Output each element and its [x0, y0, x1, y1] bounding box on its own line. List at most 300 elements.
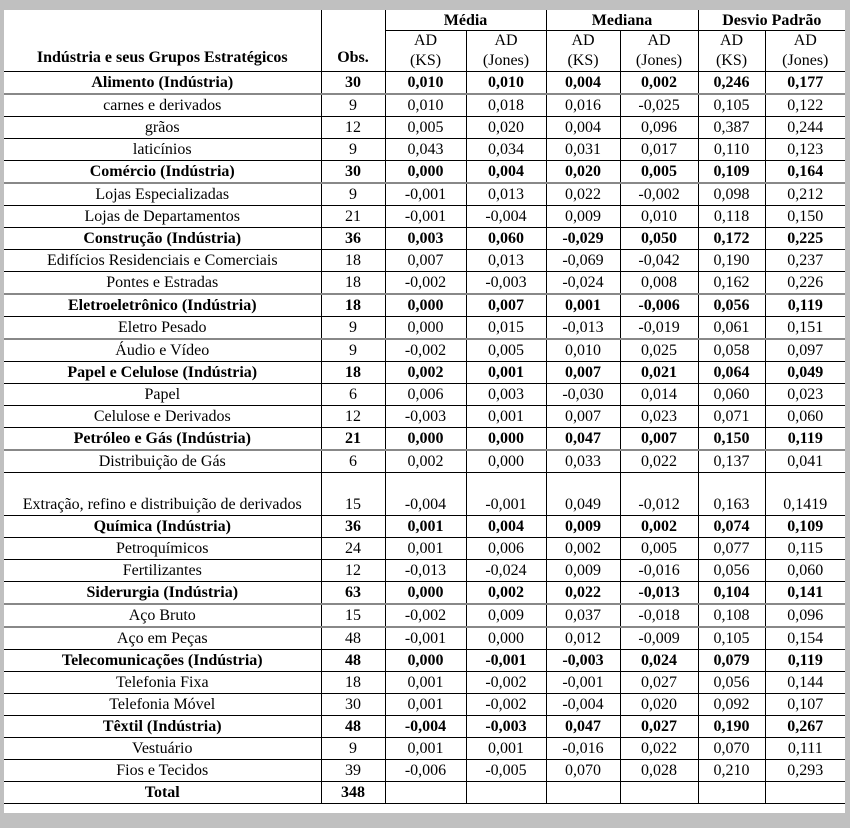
- row-value: 0,244: [765, 117, 845, 139]
- industry-row: [4, 516, 845, 538]
- row-value: 0,004: [546, 117, 620, 139]
- row-value: 0,070: [546, 760, 620, 782]
- row-value: 0,007: [546, 362, 620, 384]
- row-obs: 48: [321, 716, 385, 738]
- row-name: Telecomunicações (Indústria): [4, 650, 321, 672]
- row-value: 0,013: [466, 183, 546, 206]
- row-obs: 9: [321, 183, 385, 206]
- row-value: 0,000: [466, 428, 546, 451]
- row-value: 0,246: [698, 72, 765, 95]
- total-obs: 348: [321, 782, 385, 804]
- row-name: carnes e derivados: [4, 94, 321, 117]
- row-value: 0,096: [620, 117, 698, 139]
- header-subcolumn: [698, 31, 765, 72]
- row-value: -0,019: [620, 317, 698, 340]
- row-value: -0,013: [546, 317, 620, 340]
- row-value: 0,109: [698, 161, 765, 184]
- row-value: 0,225: [765, 228, 845, 250]
- row-value: -0,002: [385, 272, 466, 295]
- row-value: 0,004: [466, 161, 546, 184]
- row-value: -0,024: [546, 272, 620, 295]
- subcolumn-line1: AD: [793, 32, 817, 49]
- row-value: 0,105: [698, 94, 765, 117]
- row-name: Química (Indústria): [4, 516, 321, 538]
- row-value: 0,056: [698, 560, 765, 582]
- row-value: 0,056: [698, 294, 765, 317]
- row-obs: 30: [321, 161, 385, 184]
- row-value: 0,162: [698, 272, 765, 295]
- row-value: 0,005: [466, 339, 546, 362]
- row-obs: 12: [321, 117, 385, 139]
- row-name: Fertilizantes: [4, 560, 321, 582]
- row-value: 0,020: [466, 117, 546, 139]
- row-value: -0,013: [620, 582, 698, 605]
- row-value: 0,111: [765, 738, 845, 760]
- total-empty-cell: [546, 782, 620, 804]
- row-value: 0,023: [620, 406, 698, 428]
- row-name: Extração, refino e distribuição de derivados: [4, 473, 321, 516]
- row-obs: 39: [321, 760, 385, 782]
- row-value: 0,006: [385, 384, 466, 406]
- row-value: 0,049: [546, 473, 620, 516]
- row-value: 0,001: [385, 516, 466, 538]
- header-subcolumn: [385, 31, 466, 72]
- group-row: [4, 450, 845, 473]
- row-obs: 12: [321, 560, 385, 582]
- row-name: Petroquímicos: [4, 538, 321, 560]
- row-value: 0,000: [385, 582, 466, 605]
- row-name: Aço Bruto: [4, 604, 321, 627]
- row-name: Distribuição de Gás: [4, 450, 321, 473]
- total-empty-cell: [765, 782, 845, 804]
- group-row: [4, 250, 845, 272]
- row-value: 0,031: [546, 139, 620, 161]
- row-value: 0,022: [546, 582, 620, 605]
- subcolumn-line1: AD: [413, 32, 438, 49]
- row-value: 0,021: [620, 362, 698, 384]
- row-value: 0,004: [546, 72, 620, 95]
- subcolumn-line2: (KS): [567, 52, 599, 69]
- group-row: [4, 183, 845, 206]
- total-label: Total: [4, 782, 321, 804]
- header-row-label: Indústria e seus Grupos Estratégicos: [4, 10, 321, 72]
- row-value: -0,013: [385, 560, 466, 582]
- row-value: 0,002: [546, 538, 620, 560]
- row-value: 0,020: [546, 161, 620, 184]
- row-value: 0,000: [385, 161, 466, 184]
- row-value: -0,018: [620, 604, 698, 627]
- row-obs: 9: [321, 94, 385, 117]
- row-value: 0,092: [698, 694, 765, 716]
- header-group-media: Média: [385, 10, 546, 31]
- row-name: Áudio e Vídeo: [4, 339, 321, 362]
- group-row: [4, 384, 845, 406]
- row-value: 0,000: [385, 428, 466, 451]
- row-value: 0,119: [765, 294, 845, 317]
- row-value: 0,004: [466, 516, 546, 538]
- row-value: 0,060: [698, 384, 765, 406]
- row-value: 0,022: [546, 183, 620, 206]
- row-value: 0,001: [385, 738, 466, 760]
- group-row: [4, 206, 845, 228]
- row-value: 0,008: [620, 272, 698, 295]
- row-value: 0,104: [698, 582, 765, 605]
- row-value: 0,049: [765, 362, 845, 384]
- row-value: 0,037: [546, 604, 620, 627]
- row-name: Eletroeletrônico (Indústria): [4, 294, 321, 317]
- row-value: -0,004: [385, 473, 466, 516]
- row-value: -0,016: [620, 560, 698, 582]
- row-value: 0,212: [765, 183, 845, 206]
- row-obs: 36: [321, 516, 385, 538]
- row-value: -0,030: [546, 384, 620, 406]
- row-obs: 21: [321, 206, 385, 228]
- row-value: 0,164: [765, 161, 845, 184]
- row-value: 0,000: [466, 627, 546, 650]
- group-row: [4, 339, 845, 362]
- row-value: 0,154: [765, 627, 845, 650]
- row-value: 0,070: [698, 738, 765, 760]
- row-name: Papel: [4, 384, 321, 406]
- industry-row: [4, 650, 845, 672]
- row-value: -0,002: [466, 672, 546, 694]
- group-row: [4, 272, 845, 295]
- table-body: [4, 72, 845, 804]
- row-value: 0,097: [765, 339, 845, 362]
- group-row: [4, 760, 845, 782]
- row-value: 0,150: [698, 428, 765, 451]
- row-value: 0,151: [765, 317, 845, 340]
- row-value: 0,020: [620, 694, 698, 716]
- header-row-groups: [4, 10, 845, 31]
- row-value: 0,005: [385, 117, 466, 139]
- row-value: 0,012: [546, 627, 620, 650]
- row-value: 0,015: [466, 317, 546, 340]
- row-value: 0,009: [546, 516, 620, 538]
- row-value: 0,096: [765, 604, 845, 627]
- total-empty-cell: [620, 782, 698, 804]
- row-obs: 24: [321, 538, 385, 560]
- row-value: 0,001: [466, 406, 546, 428]
- row-value: 0,003: [466, 384, 546, 406]
- row-value: -0,006: [620, 294, 698, 317]
- group-row: [4, 604, 845, 627]
- row-value: 0,022: [620, 450, 698, 473]
- row-value: 0,163: [698, 473, 765, 516]
- row-value: 0,003: [385, 228, 466, 250]
- row-value: 0,237: [765, 250, 845, 272]
- group-row: [4, 738, 845, 760]
- row-value: 0,056: [698, 672, 765, 694]
- subcolumn-line1: AD: [571, 32, 595, 49]
- group-row: [4, 317, 845, 340]
- row-value: 0,060: [765, 406, 845, 428]
- subcolumn-line1: AD: [719, 32, 744, 49]
- row-value: 0,047: [546, 716, 620, 738]
- row-name: Aço em Peças: [4, 627, 321, 650]
- row-value: -0,001: [385, 183, 466, 206]
- row-obs: 48: [321, 650, 385, 672]
- header-group-desvio-padrao: Desvio Padrão: [698, 10, 845, 31]
- header-group-mediana: Mediana: [546, 10, 698, 31]
- row-name: Vestuário: [4, 738, 321, 760]
- row-name: Edifícios Residenciais e Comerciais: [4, 250, 321, 272]
- row-value: 0,000: [466, 450, 546, 473]
- row-value: 0,025: [620, 339, 698, 362]
- row-value: 0,010: [466, 72, 546, 95]
- header-obs: Obs.: [321, 10, 385, 72]
- row-value: 0,002: [620, 72, 698, 95]
- industry-statistics-table: [4, 10, 845, 804]
- row-value: 0,122: [765, 94, 845, 117]
- row-name: Alimento (Indústria): [4, 72, 321, 95]
- row-value: 0,107: [765, 694, 845, 716]
- row-value: -0,002: [466, 694, 546, 716]
- row-value: -0,003: [385, 406, 466, 428]
- row-value: 0,110: [698, 139, 765, 161]
- row-value: 0,009: [546, 206, 620, 228]
- row-value: 0,109: [765, 516, 845, 538]
- total-row: [4, 782, 845, 804]
- row-name: Siderurgia (Indústria): [4, 582, 321, 605]
- subcolumn-line2: (KS): [715, 52, 748, 69]
- row-value: 0,150: [765, 206, 845, 228]
- row-value: 0,005: [620, 161, 698, 184]
- row-obs: 9: [321, 317, 385, 340]
- row-obs: 9: [321, 738, 385, 760]
- row-value: -0,004: [385, 716, 466, 738]
- row-value: 0,001: [385, 672, 466, 694]
- row-value: 0,144: [765, 672, 845, 694]
- row-value: -0,024: [466, 560, 546, 582]
- row-value: 0,007: [385, 250, 466, 272]
- row-value: 0,074: [698, 516, 765, 538]
- row-value: 0,002: [385, 362, 466, 384]
- row-value: 0,108: [698, 604, 765, 627]
- row-name: Construção (Indústria): [4, 228, 321, 250]
- row-value: 0,041: [765, 450, 845, 473]
- row-value: -0,029: [546, 228, 620, 250]
- row-obs: 12: [321, 406, 385, 428]
- row-obs: 48: [321, 627, 385, 650]
- industry-row: [4, 362, 845, 384]
- group-row: [4, 672, 845, 694]
- row-value: 0,226: [765, 272, 845, 295]
- row-obs: 9: [321, 139, 385, 161]
- subcolumn-line1: AD: [494, 32, 518, 49]
- row-value: 0,027: [620, 672, 698, 694]
- row-value: 0,000: [385, 294, 466, 317]
- row-obs: 18: [321, 250, 385, 272]
- subcolumn-line2: (Jones): [482, 52, 530, 69]
- row-value: 0,010: [546, 339, 620, 362]
- total-empty-cell: [385, 782, 466, 804]
- row-value: 0,098: [698, 183, 765, 206]
- row-value: 0,177: [765, 72, 845, 95]
- row-value: 0,001: [546, 294, 620, 317]
- row-value: -0,002: [385, 604, 466, 627]
- row-name: Lojas Especializadas: [4, 183, 321, 206]
- row-name: Papel e Celulose (Indústria): [4, 362, 321, 384]
- row-value: 0,033: [546, 450, 620, 473]
- row-value: 0,018: [466, 94, 546, 117]
- row-value: 0,058: [698, 339, 765, 362]
- row-value: 0,010: [385, 72, 466, 95]
- row-value: 0,009: [466, 604, 546, 627]
- row-value: -0,009: [620, 627, 698, 650]
- row-value: 0,016: [546, 94, 620, 117]
- row-obs: 6: [321, 384, 385, 406]
- row-value: -0,004: [466, 206, 546, 228]
- row-name: Telefonia Fixa: [4, 672, 321, 694]
- row-value: 0,028: [620, 760, 698, 782]
- row-value: 0,190: [698, 716, 765, 738]
- row-value: 0,002: [466, 582, 546, 605]
- row-value: 0,123: [765, 139, 845, 161]
- row-value: -0,003: [546, 650, 620, 672]
- row-value: 0,007: [620, 428, 698, 451]
- row-name: laticínios: [4, 139, 321, 161]
- row-value: 0,061: [698, 317, 765, 340]
- row-name: grãos: [4, 117, 321, 139]
- group-row: [4, 538, 845, 560]
- row-value: 0,009: [546, 560, 620, 582]
- row-value: 0,005: [620, 538, 698, 560]
- subcolumn-line2: (Jones): [782, 52, 829, 69]
- group-row: [4, 94, 845, 117]
- subcolumn-line2: (Jones): [635, 52, 683, 69]
- row-value: 0,267: [765, 716, 845, 738]
- row-obs: 6: [321, 450, 385, 473]
- row-name: Comércio (Indústria): [4, 161, 321, 184]
- row-value: 0,047: [546, 428, 620, 451]
- row-obs: 36: [321, 228, 385, 250]
- subcolumn-line1: AD: [647, 32, 671, 49]
- row-value: 0,010: [385, 94, 466, 117]
- row-value: 0,387: [698, 117, 765, 139]
- row-obs: 18: [321, 362, 385, 384]
- row-value: 0,071: [698, 406, 765, 428]
- row-value: 0,001: [385, 538, 466, 560]
- row-value: 0,079: [698, 650, 765, 672]
- row-value: 0,210: [698, 760, 765, 782]
- document-page: [4, 10, 845, 813]
- row-value: 0,118: [698, 206, 765, 228]
- row-value: 0,034: [466, 139, 546, 161]
- row-value: 0,007: [466, 294, 546, 317]
- row-value: -0,001: [385, 206, 466, 228]
- row-obs: 21: [321, 428, 385, 451]
- industry-row: [4, 582, 845, 605]
- row-value: 0,077: [698, 538, 765, 560]
- row-value: 0,119: [765, 428, 845, 451]
- row-value: 0,010: [620, 206, 698, 228]
- group-row: [4, 117, 845, 139]
- row-value: -0,001: [466, 473, 546, 516]
- row-value: 0,006: [466, 538, 546, 560]
- row-value: 0,141: [765, 582, 845, 605]
- row-value: 0,001: [466, 738, 546, 760]
- group-row: [4, 560, 845, 582]
- row-value: -0,001: [546, 672, 620, 694]
- row-value: -0,025: [620, 94, 698, 117]
- row-obs: 18: [321, 272, 385, 295]
- row-value: 0,002: [385, 450, 466, 473]
- row-obs: 15: [321, 604, 385, 627]
- header-subcolumn: [546, 31, 620, 72]
- row-name: Petróleo e Gás (Indústria): [4, 428, 321, 451]
- row-value: 0,014: [620, 384, 698, 406]
- total-empty-cell: [698, 782, 765, 804]
- row-value: 0,000: [385, 650, 466, 672]
- row-value: 0,050: [620, 228, 698, 250]
- row-value: 0,060: [466, 228, 546, 250]
- row-obs: 30: [321, 694, 385, 716]
- row-value: -0,069: [546, 250, 620, 272]
- row-value: 0,001: [385, 694, 466, 716]
- industry-row: [4, 161, 845, 184]
- row-value: 0,105: [698, 627, 765, 650]
- row-name: Fios e Tecidos: [4, 760, 321, 782]
- row-value: 0,060: [765, 560, 845, 582]
- row-value: -0,005: [466, 760, 546, 782]
- row-value: -0,012: [620, 473, 698, 516]
- industry-row: [4, 72, 845, 95]
- row-value: -0,002: [620, 183, 698, 206]
- row-name: Lojas de Departamentos: [4, 206, 321, 228]
- group-row: [4, 406, 845, 428]
- row-value: -0,004: [546, 694, 620, 716]
- header-subcolumn: [765, 31, 845, 72]
- header-subcolumn: [466, 31, 546, 72]
- industry-row: [4, 716, 845, 738]
- industry-row: [4, 228, 845, 250]
- row-obs: 9: [321, 339, 385, 362]
- group-row: [4, 473, 845, 516]
- row-obs: 15: [321, 473, 385, 516]
- row-name: Celulose e Derivados: [4, 406, 321, 428]
- row-value: 0,027: [620, 716, 698, 738]
- row-value: 0,115: [765, 538, 845, 560]
- row-value: 0,043: [385, 139, 466, 161]
- row-value: -0,003: [466, 272, 546, 295]
- row-value: -0,001: [466, 650, 546, 672]
- row-value: 0,190: [698, 250, 765, 272]
- row-obs: 18: [321, 672, 385, 694]
- total-empty-cell: [466, 782, 546, 804]
- row-value: 0,013: [466, 250, 546, 272]
- row-value: 0,137: [698, 450, 765, 473]
- row-value: 0,1419: [765, 473, 845, 516]
- industry-row: [4, 294, 845, 317]
- row-value: 0,024: [620, 650, 698, 672]
- row-value: -0,006: [385, 760, 466, 782]
- row-value: -0,003: [466, 716, 546, 738]
- header-subcolumn: [620, 31, 698, 72]
- row-value: -0,002: [385, 339, 466, 362]
- row-value: 0,293: [765, 760, 845, 782]
- row-value: 0,002: [620, 516, 698, 538]
- row-value: 0,022: [620, 738, 698, 760]
- row-obs: 63: [321, 582, 385, 605]
- row-value: 0,017: [620, 139, 698, 161]
- group-row: [4, 627, 845, 650]
- row-obs: 30: [321, 72, 385, 95]
- industry-row: [4, 428, 845, 451]
- group-row: [4, 694, 845, 716]
- row-value: -0,001: [385, 627, 466, 650]
- subcolumn-line2: (KS): [409, 52, 442, 69]
